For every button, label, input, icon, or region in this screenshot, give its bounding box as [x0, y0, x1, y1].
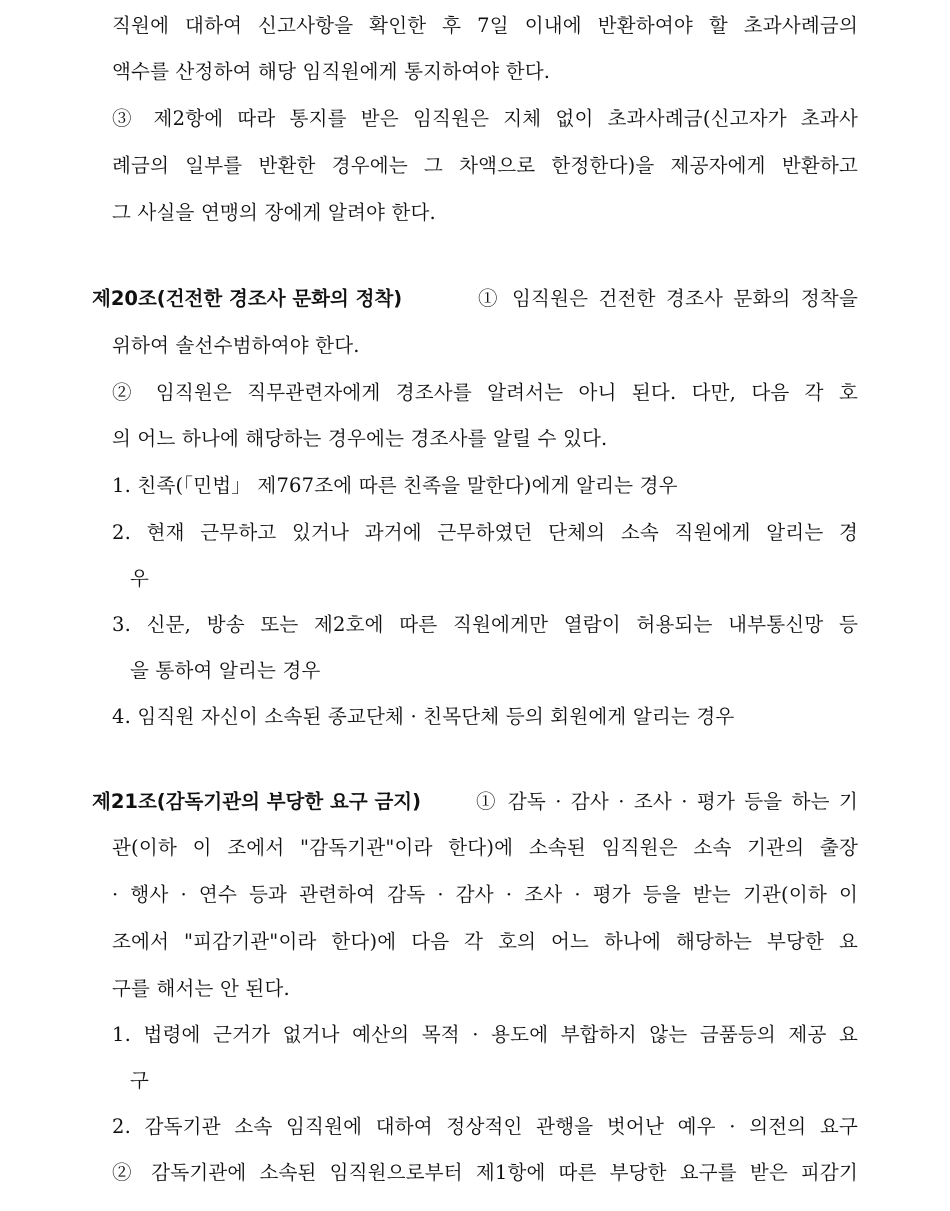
article-21-p1-line: 관(이하 이 조에서 "감독기관"이라 한다)에 소속된 임직원은 소속 기관의 출장: [112, 836, 858, 859]
body-line: 액수를 산정하여 해당 임직원에게 통지하여야 한다.: [112, 60, 551, 83]
article-21-p1-line: ① 감독 · 감사 · 조사 · 평가 등을 하는 기: [476, 790, 858, 813]
article-20-p1-line: 위하여 솔선수범하여야 한다.: [112, 334, 360, 357]
article-21-p1-line: 구를 해서는 안 된다.: [112, 977, 290, 1000]
article-21-item-1: 1. 법령에 근거가 없거나 예산의 목적 · 용도에 부합하지 않는 금품등의 제공 요: [112, 1023, 858, 1046]
article-21-item-2: 2. 감독기관 소속 임직원에 대하여 정상적인 관행을 벗어난 예우 · 의전의 요구: [112, 1115, 858, 1138]
article-20-p1-line: ① 임직원은 건전한 경조사 문화의 정착을: [478, 287, 858, 310]
article-20-item-3-cont: 을 통하여 알리는 경우: [130, 659, 321, 682]
article-20-item-4: 4. 임직원 자신이 소속된 종교단체 · 친목단체 등의 회원에게 알리는 경우: [112, 705, 735, 728]
article-20-item-3: 3. 신문, 방송 또는 제2호에 따른 직원에게만 열람이 허용되는 내부통신망 등: [112, 613, 858, 636]
article-20-item-1: 1. 친족(「민법」 제767조에 따른 친족을 말한다)에게 알리는 경우: [112, 474, 678, 497]
article-20-heading: 제20조(건전한 경조사 문화의 정착): [92, 287, 403, 310]
article-20-p2-line: ② 임직원은 직무관련자에게 경조사를 알려서는 아니 된다. 다만, 다음 각 호: [112, 381, 858, 404]
article-21-p1-line: 조에서 "피감기관"이라 한다)에 다음 각 호의 어느 하나에 해당하는 부당한 요: [112, 930, 858, 953]
article-21-heading: 제21조(감독기관의 부당한 요구 금지): [92, 790, 422, 813]
paragraph-3-line: ③ 제2항에 따라 통지를 받은 임직원은 지체 없이 초과사례금(신고자가 초과사: [112, 107, 858, 130]
article-20-item-2: 2. 현재 근무하고 있거나 과거에 근무하였던 단체의 소속 직원에게 알리는 경: [112, 521, 858, 544]
paragraph-3-line: 례금의 일부를 반환한 경우에는 그 차액으로 한정한다)을 제공자에게 반환하고: [112, 154, 858, 177]
body-line: 직원에 대하여 신고사항을 확인한 후 7일 이내에 반환하여야 할 초과사례금의: [112, 14, 858, 37]
article-21-p1-line: · 행사 · 연수 등과 관련하여 감독 · 감사 · 조사 · 평가 등을 받는 기관(이하 이: [112, 883, 858, 906]
paragraph-3-line: 그 사실을 연맹의 장에게 알려야 한다.: [112, 201, 436, 224]
article-21-p2-line: ② 감독기관에 소속된 임직원으로부터 제1항에 따른 부당한 요구를 받은 피감기: [112, 1161, 858, 1184]
article-20-item-2-cont: 우: [130, 567, 150, 590]
article-21-first-line: [92, 788, 858, 816]
article-21-item-1-cont: 구: [130, 1069, 150, 1092]
article-20-p2-line: 의 어느 하나에 해당하는 경우에는 경조사를 알릴 수 있다.: [112, 427, 608, 450]
article-20-first-line: [92, 285, 858, 313]
